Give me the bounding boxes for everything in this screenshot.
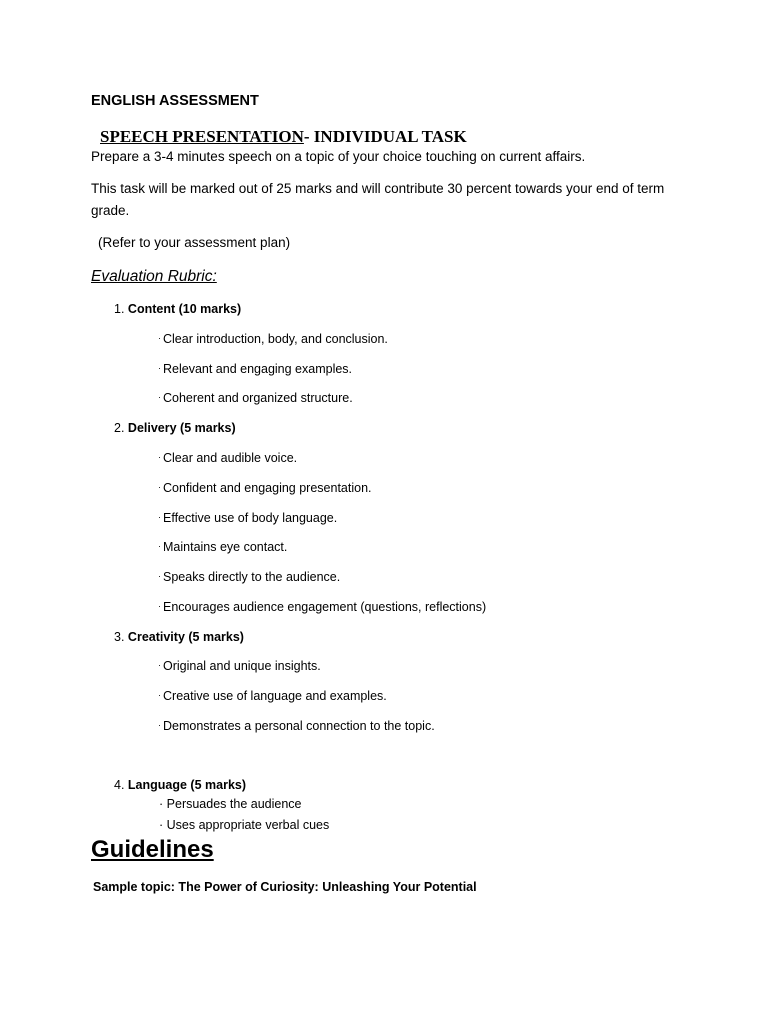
bullet-icon: · — [158, 512, 161, 522]
rubric-section-creativity — [114, 630, 244, 644]
section-number: 3. — [114, 630, 125, 644]
marking-paragraph: This task will be marked out of 25 marks and will contribute 30 percent towards your end of term grade. — [91, 181, 665, 218]
list-item: · Original and unique insights. — [158, 659, 321, 673]
intro-paragraph: Prepare a 3-4 minutes speech on a topic of your choice touching on current affairs. — [91, 149, 586, 164]
rubric-section-delivery — [114, 421, 236, 435]
list-item: · Effective use of body language. — [158, 511, 338, 525]
section-title: Creativity (5 marks) — [127, 630, 244, 644]
task-title-suffix: - INDIVIDUAL TASK — [303, 127, 467, 146]
section-number: 2. — [114, 421, 125, 435]
bullet-icon: · — [158, 690, 161, 700]
list-item: · Relevant and engaging examples. — [158, 362, 353, 376]
list-item: · Demonstrates a personal connection to the topic. — [158, 719, 435, 733]
bullet-icon: · — [158, 452, 161, 462]
sample-topic: Sample topic: The Power of Curiosity: Unleashing Your Potential — [93, 880, 477, 894]
list-item: · Confident and engaging presentation. — [158, 481, 372, 495]
task-title — [100, 127, 467, 147]
bullet-icon: · — [158, 333, 161, 343]
refer-note: (Refer to your assessment plan) — [98, 235, 291, 250]
rubric-section-content — [114, 302, 241, 316]
bullet-icon: · — [159, 797, 164, 811]
list-item: · Clear and audible voice. — [158, 451, 298, 465]
bullet-icon: · — [158, 363, 161, 373]
list-item: · Encourages audience engagement (questions, reflections) — [158, 600, 487, 614]
bullet-icon: · — [158, 601, 161, 611]
list-item: · Speaks directly to the audience. — [158, 570, 341, 584]
bullet-icon: · — [158, 482, 161, 492]
section-number: 4. — [114, 778, 125, 792]
task-title-main: SPEECH PRESENTATION — [100, 127, 304, 146]
guidelines-heading: Guidelines — [91, 836, 214, 863]
list-item: · Maintains eye contact. — [158, 540, 288, 554]
section-title: Content (10 marks) — [127, 302, 242, 316]
list-item: · Creative use of language and examples. — [158, 689, 387, 703]
list-item: · Uses appropriate verbal cues — [159, 818, 330, 832]
rubric-section-language — [114, 778, 246, 792]
list-item: · Clear introduction, body, and conclusion. — [158, 332, 388, 346]
section-title: Delivery (5 marks) — [127, 421, 236, 435]
bullet-icon: · — [158, 720, 161, 730]
bullet-icon: · — [158, 660, 161, 670]
bullet-icon: · — [158, 541, 161, 551]
bullet-icon: · — [158, 392, 161, 402]
section-number: 1. — [114, 302, 125, 316]
bullet-icon: · — [158, 571, 161, 581]
bullet-icon: · — [159, 818, 164, 832]
rubric-title: Evaluation Rubric: — [91, 268, 217, 285]
list-item: · Persuades the audience — [159, 797, 302, 811]
document-heading: ENGLISH ASSESSMENT — [91, 93, 259, 109]
section-title: Language (5 marks) — [127, 778, 247, 792]
list-item: · Coherent and organized structure. — [158, 391, 353, 405]
